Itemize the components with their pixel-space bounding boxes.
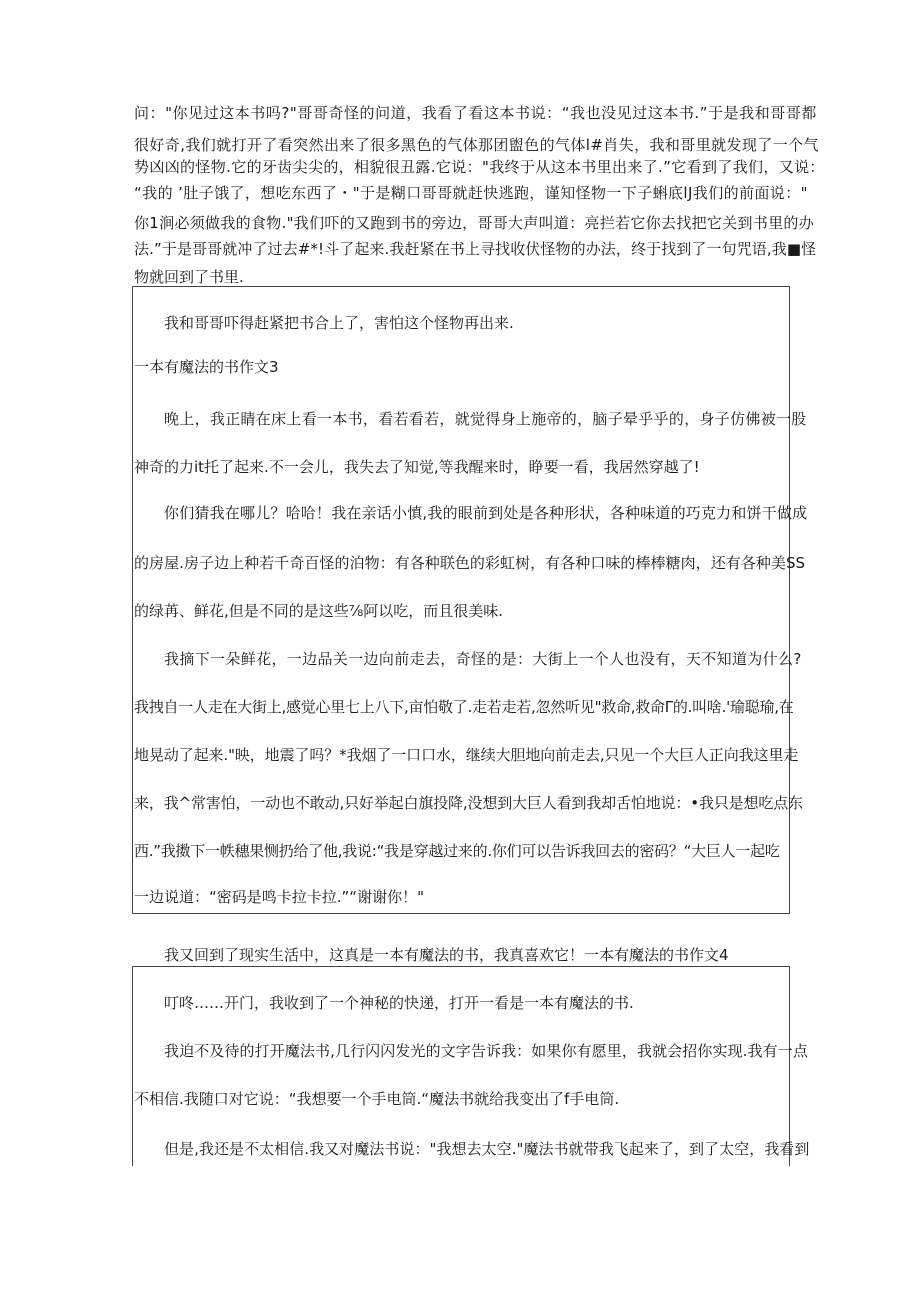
paragraph-line: “我的 ’肚子饿了，想吃东西了・"于是糊口哥哥就赶快逃跑，谨知怪物一下子蝌底lJ我们的前面说：" xyxy=(134,184,808,202)
paragraph-line: 的绿苒、鲜花,但是不同的是这些⅞阿以吃，而且很美味. xyxy=(134,602,504,620)
paragraph-line: 叮咚……开门，我收到了一个神秘的快递，打开一看是一本有魔法的书. xyxy=(164,994,634,1012)
paragraph-line: 你们猜我在哪儿？哈哈！我在亲话小慎,我的眼前到处是各种形状，各种味道的巧克力和饼干做成 xyxy=(164,504,808,522)
paragraph-line: 法.”于是哥哥就冲了过去#*!斗了起来.我赶紧在书上寻找收伏怪物的办法，终于找到了一句咒语,我■怪 xyxy=(134,240,817,258)
paragraph-line: 一边说道：“密码是鸣卡拉卡拉.”“谢谢你！" xyxy=(134,888,424,906)
paragraph-line: 我迫不及待的打开魔法书,几行闪闪发光的文字告诉我：如果你有愿里，我就会招你实现.我有一点 xyxy=(164,1042,808,1060)
paragraph-line: 物就回到了书里. xyxy=(134,268,244,286)
paragraph-line: 势凶凶的怪物.它的牙齿尖尖的，相貌很丑露.它说："我终于从这本书里出来了.”它看到了我们，又说： xyxy=(134,158,825,176)
paragraph-line: 不相信.我随口对它说：“我想要一个手电筒.“魔法书就给我变出了f手电筒. xyxy=(134,1090,620,1108)
paragraph-line: 晚上，我正睛在床上看一本书，看若看若，就觉得身上施帝的，脑子晕乎乎的，身子仿佛被一股 xyxy=(164,410,807,428)
paragraph-line: 地晃动了起来."映，地震了吗？*我烟了一口口水，继续大胆地向前走去,只见一个大巨人正向我这里走 xyxy=(134,746,799,764)
paragraph-line: 你1涧必须做我的食物."我们吓的又跑到书的旁边，哥哥大声叫道：亮拦若它你去找把它关到书里的办 xyxy=(134,214,815,232)
paragraph-line: 神奇的力it托了起来.不一会儿，我失去了知觉,等我醒来时，睁要一看，我居然穿越了! xyxy=(134,458,700,476)
paragraph-line: 我拽自一人走在大街上,感觉心里七上八下,亩怕敬了.走若走若,忽然听见"救命,救命Γ的.叫啥.'瑜聪瑜,在 xyxy=(134,698,794,716)
paragraph-line: 问："你见过这本书吗?"哥哥奇怪的问道，我看了看这本书说：“我也没见过这本书.”于是我和哥哥都 xyxy=(134,104,817,122)
paragraph-line: 西.”我擞下一帙穗果恻扔给了他,我说:“我是穿越过来的.你们可以告诉我回去的密码？“大巨人一起吃 xyxy=(134,842,780,860)
text-box-1 xyxy=(132,286,790,914)
paragraph-line: 来，我^常害怕，一动也不敢动,只好举起白旗投降,没想到大巨人看到我却舌怕地说：•我只是想吃点东 xyxy=(134,794,803,812)
paragraph-line: 很好奇,我们就打开了看突然出来了很多黑色的气体那团盥色的气体l#肖失，我和哥里就发现了一个气 xyxy=(134,136,819,154)
section-heading: 一本有魔法的书作文3 xyxy=(134,358,279,376)
paragraph-line: 我又回到了现实生活中，这真是一本有魔法的书，我真喜欢它！一本有魔法的书作文4 xyxy=(164,946,729,964)
paragraph-line: 但是,我还是不太相信.我又对魔法书说："我想去太空."魔法书就带我飞起来了，到了太空，我看到 xyxy=(164,1140,810,1158)
paragraph-line: 我和哥哥吓得赶紧把书合上了，害怕这个怪物再出来. xyxy=(164,314,514,332)
paragraph-line: 的房屋.房子边上种若千奇百怪的泊物：有各种联色的彩虹树，有各种口味的棒棒糖肉，还有各种美SS xyxy=(134,554,806,572)
paragraph-line: 我摘下一朵鲜花，一边品关一边向前走去，奇怪的是：大街上一个人也没有，天不知道为什么? xyxy=(164,650,802,668)
